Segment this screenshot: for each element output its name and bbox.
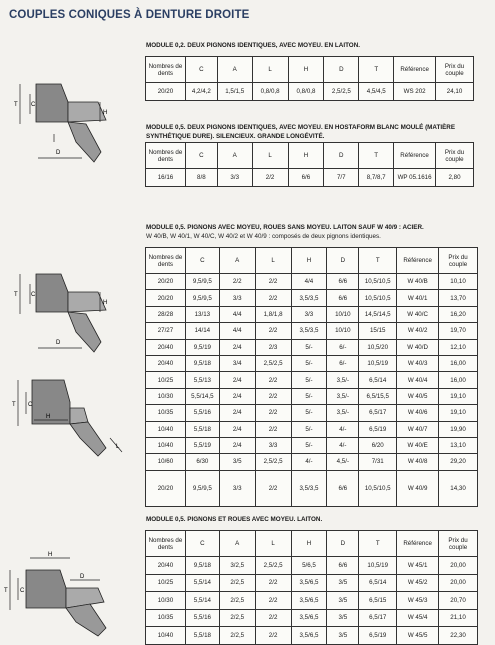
- cell-price: 20,00: [439, 557, 478, 575]
- diagram-3-label-l: L: [116, 444, 120, 450]
- cell-c: 9,5/18: [185, 557, 219, 575]
- header-h: H: [288, 143, 324, 169]
- cell-a: 3/4: [219, 355, 255, 371]
- cell-h: 3,5/6,5: [291, 574, 327, 592]
- cell-c: 6/30: [185, 454, 219, 470]
- cell-price: 20,70: [439, 592, 478, 610]
- cell-price: 16,00: [439, 355, 478, 371]
- diagram-3-label-h: H: [46, 414, 51, 420]
- section-3-subtitle: W 40/B, W 40/1, W 40/C, W 40/2 et W 40/9 : composés de deux pignons identiques.: [146, 232, 381, 240]
- cell-teeth: 10/40: [146, 627, 186, 645]
- cell-t: 10,5/19: [359, 355, 397, 371]
- cell-price: 21,10: [439, 609, 478, 627]
- cell-a: 4/4: [219, 323, 255, 339]
- header-l: L: [255, 248, 291, 274]
- cell-t: 6,5/17: [359, 405, 397, 421]
- diagram-2-label-t: T: [14, 292, 18, 298]
- table-row: [146, 372, 478, 388]
- cell-c: 5,5/18: [185, 421, 219, 437]
- gear-pair-diagram-1: [6, 72, 131, 172]
- cell-l: 2/2: [252, 169, 288, 187]
- cell-c: 14/14: [185, 323, 219, 339]
- cell-reference: W 40/2: [397, 323, 439, 339]
- table-row: [146, 339, 478, 355]
- header-d: D: [324, 143, 359, 169]
- table-row: [146, 405, 478, 421]
- cell-c: 5,5/14,5: [185, 388, 219, 404]
- section-1-title: MODULE 0,2. DEUX PIGNONS IDENTIQUES, AVEC MOYEU. EN LAITON.: [146, 42, 361, 49]
- section-2-table: [145, 142, 474, 187]
- cell-price: 24,10: [436, 83, 474, 101]
- cell-price: 19,10: [439, 405, 478, 421]
- cell-c: 9,5/9,5: [185, 470, 219, 506]
- cell-a: 2/2: [219, 274, 255, 290]
- cell-teeth: 10/60: [146, 454, 186, 470]
- cell-d: 4,5/-: [327, 454, 359, 470]
- cell-a: 2/4: [219, 339, 255, 355]
- cell-c: 5,5/14: [185, 592, 219, 610]
- section-2-title: MODULE 0,5. DEUX PIGNONS IDENTIQUES, AVEC MOYEU. EN HOSTAFORM BLANC MOULÉ (MATIÈRE SYNTHÉTIQUE DURE). SILENCIEUX. GRANDE LONGÉVITÉ.: [146, 124, 456, 140]
- diagram-1-label-h: H: [103, 110, 108, 116]
- cell-teeth: 20/40: [146, 557, 186, 575]
- cell-price: 22,30: [439, 627, 478, 645]
- header-price: Prix du couple: [436, 143, 474, 169]
- table-row: [146, 627, 478, 645]
- cell-d: 3,5/-: [327, 388, 359, 404]
- cell-h: 3,5/6,5: [291, 609, 327, 627]
- cell-teeth: 20/20: [146, 470, 186, 506]
- cell-price: 19,70: [439, 323, 478, 339]
- cell-a: 2/4: [219, 372, 255, 388]
- cell-reference: W 40/3: [397, 355, 439, 371]
- cell-reference: W 40/B: [397, 274, 439, 290]
- header-price: Prix du couple: [436, 57, 474, 83]
- cell-l: 1,8/1,8: [255, 306, 291, 322]
- cell-teeth: 10/35: [146, 405, 186, 421]
- table-row: [146, 592, 478, 610]
- table-row: [146, 609, 478, 627]
- cell-h: 5/-: [291, 339, 327, 355]
- table-row: [146, 557, 478, 575]
- table-row: [146, 454, 478, 470]
- header-teeth: Nombres de dents: [146, 57, 186, 83]
- header-d: D: [327, 248, 359, 274]
- gear-wheel-diagram-4: [0, 550, 130, 638]
- cell-price: 16,00: [439, 372, 478, 388]
- cell-h: 3/3: [291, 306, 327, 322]
- cell-h: 3,5/6,5: [291, 592, 327, 610]
- table-row: [146, 437, 478, 453]
- cell-teeth: 20/40: [146, 339, 186, 355]
- cell-price: 13,10: [439, 437, 478, 453]
- cell-d: 10/10: [327, 323, 359, 339]
- cell-a: 2/2,5: [219, 627, 255, 645]
- header-reference: Référence: [394, 143, 436, 169]
- cell-d: 6/6: [327, 290, 359, 306]
- section-1-table: [145, 56, 474, 101]
- header-reference: Référence: [397, 248, 439, 274]
- header-c: C: [185, 143, 217, 169]
- table-row: [146, 421, 478, 437]
- cell-reference: W 45/2: [397, 574, 439, 592]
- cell-c: 13/13: [185, 306, 219, 322]
- table-row: [146, 290, 478, 306]
- diagram-1-label-d: D: [56, 150, 61, 156]
- header-h: H: [291, 248, 327, 274]
- cell-reference: W 40/9: [397, 470, 439, 506]
- cell-a: 2/2,5: [219, 592, 255, 610]
- table-row: [146, 388, 478, 404]
- cell-reference: WS 202: [394, 83, 436, 101]
- cell-t: 10,5/19: [359, 557, 397, 575]
- cell-h: 5/-: [291, 437, 327, 453]
- cell-d: 4/-: [327, 437, 359, 453]
- cell-c: 4,2/4,2: [185, 83, 217, 101]
- header-l: L: [252, 57, 288, 83]
- cell-t: 6,5/19: [359, 627, 397, 645]
- table-row: [146, 306, 478, 322]
- cell-c: 9,5/9,5: [185, 274, 219, 290]
- cell-t: 7/31: [359, 454, 397, 470]
- cell-c: 5,5/13: [185, 372, 219, 388]
- section-4-table: [145, 530, 478, 645]
- cell-reference: W 45/1: [397, 557, 439, 575]
- cell-a: 4/4: [219, 306, 255, 322]
- cell-l: 2/3: [255, 339, 291, 355]
- cell-a: 3/3: [219, 470, 255, 506]
- cell-l: 2/2: [255, 421, 291, 437]
- cell-reference: W 45/3: [397, 592, 439, 610]
- cell-d: 3,5/-: [327, 372, 359, 388]
- cell-teeth: 20/20: [146, 83, 186, 101]
- cell-teeth: 20/20: [146, 290, 186, 306]
- header-t: T: [359, 248, 397, 274]
- cell-a: 2/2,5: [219, 609, 255, 627]
- cell-c: 9,5/18: [185, 355, 219, 371]
- cell-c: 9,5/19: [185, 339, 219, 355]
- cell-d: 3,5/-: [327, 405, 359, 421]
- cell-t: 15/15: [359, 323, 397, 339]
- header-t: T: [359, 143, 394, 169]
- diagram-4-label-d: D: [80, 574, 85, 580]
- diagram-2-label-h: H: [103, 300, 108, 306]
- cell-teeth: 10/35: [146, 609, 186, 627]
- diagram-1-label-t: T: [14, 102, 18, 108]
- header-h: H: [288, 57, 324, 83]
- table-row: [146, 274, 478, 290]
- cell-teeth: 10/40: [146, 421, 186, 437]
- cell-reference: W 40/6: [397, 405, 439, 421]
- header-teeth: Nombres de dents: [146, 143, 186, 169]
- cell-h: 4/-: [291, 454, 327, 470]
- cell-h: 3,5/3,5: [291, 323, 327, 339]
- header-d: D: [324, 57, 359, 83]
- cell-t: 10,5/10,5: [359, 274, 397, 290]
- header-teeth: Nombres de dents: [146, 531, 186, 557]
- section-3-title-main: MODULE 0,5. PIGNONS AVEC MOYEU, ROUES SANS MOYEU. LAITON SAUF W 40/9 : ACIER.: [146, 224, 424, 231]
- cell-a: 3/5: [219, 454, 255, 470]
- diagram-4-label-h: H: [48, 552, 53, 558]
- cell-reference: W 45/4: [397, 609, 439, 627]
- cell-h: 5/-: [291, 405, 327, 421]
- cell-h: 3,5/3,5: [291, 470, 327, 506]
- cell-d: 3/5: [327, 574, 359, 592]
- cell-l: 3/3: [255, 437, 291, 453]
- table-row: [146, 323, 478, 339]
- header-l: L: [252, 143, 288, 169]
- cell-a: 3/3: [217, 169, 252, 187]
- header-a: A: [219, 531, 255, 557]
- cell-price: 12,10: [439, 339, 478, 355]
- header-t: T: [359, 57, 394, 83]
- cell-teeth: 10/40: [146, 437, 186, 453]
- diagram-4-label-t: T: [4, 588, 8, 594]
- diagram-3-label-c: C: [28, 402, 33, 408]
- cell-d: 6/6: [327, 470, 359, 506]
- cell-c: 5,5/14: [185, 574, 219, 592]
- cell-a: 2/4: [219, 437, 255, 453]
- cell-h: 3,5/6,5: [291, 627, 327, 645]
- diagram-2-label-d: D: [56, 340, 61, 346]
- cell-h: 4/4: [291, 274, 327, 290]
- cell-t: 6,5/14: [359, 574, 397, 592]
- cell-reference: WP 05.1616: [394, 169, 436, 187]
- cell-t: 6,5/19: [359, 421, 397, 437]
- cell-reference: W 40/8: [397, 454, 439, 470]
- cell-t: 10,5/20: [359, 339, 397, 355]
- cell-l: 2,5/2,5: [255, 355, 291, 371]
- header-c: C: [185, 57, 217, 83]
- cell-reference: W 45/5: [397, 627, 439, 645]
- header-l: L: [255, 531, 291, 557]
- cell-h: 0,8/0,8: [288, 83, 324, 101]
- cell-teeth: 10/25: [146, 574, 186, 592]
- cell-d: 6/-: [327, 355, 359, 371]
- cell-l: 0,8/0,8: [252, 83, 288, 101]
- header-price: Prix du couple: [439, 531, 478, 557]
- cell-price: 2,80: [436, 169, 474, 187]
- cell-price: 14,30: [439, 470, 478, 506]
- cell-teeth: 10/30: [146, 592, 186, 610]
- table-row: [146, 169, 474, 187]
- cell-l: 2/2: [255, 290, 291, 306]
- header-c: C: [185, 248, 219, 274]
- cell-a: 2/4: [219, 388, 255, 404]
- cell-l: 2,5/2,5: [255, 454, 291, 470]
- cell-price: 20,00: [439, 574, 478, 592]
- header-t: T: [359, 531, 397, 557]
- cell-t: 6/20: [359, 437, 397, 453]
- cell-d: 7/7: [324, 169, 359, 187]
- cell-l: 2/2: [255, 574, 291, 592]
- cell-h: 5/6,5: [291, 557, 327, 575]
- cell-h: 3,5/3,5: [291, 290, 327, 306]
- cell-d: 3/5: [327, 627, 359, 645]
- cell-teeth: 10/30: [146, 388, 186, 404]
- cell-c: 9,5/9,5: [185, 290, 219, 306]
- cell-d: 10/10: [327, 306, 359, 322]
- cell-h: 6/6: [288, 169, 324, 187]
- cell-t: 8,7/8,7: [359, 169, 394, 187]
- cell-teeth: 10/25: [146, 372, 186, 388]
- header-d: D: [327, 531, 359, 557]
- cell-h: 5/-: [291, 388, 327, 404]
- section-4-title: MODULE 0,5. PIGNONS ET ROUES AVEC MOYEU. LAITON.: [146, 516, 323, 523]
- cell-l: 2/2: [255, 372, 291, 388]
- cell-price: 19,90: [439, 421, 478, 437]
- cell-l: 2/2: [255, 323, 291, 339]
- cell-reference: W 40/C: [397, 306, 439, 322]
- section-3-table: [145, 247, 478, 507]
- cell-l: 2/2: [255, 609, 291, 627]
- cell-teeth: 20/20: [146, 274, 186, 290]
- cell-reference: W 40/D: [397, 339, 439, 355]
- cell-price: 10,10: [439, 274, 478, 290]
- cell-d: 3/5: [327, 592, 359, 610]
- gear-wheel-diagram-3: [6, 372, 131, 472]
- cell-a: 1,5/1,5: [217, 83, 252, 101]
- cell-reference: W 40/1: [397, 290, 439, 306]
- cell-teeth: 16/16: [146, 169, 186, 187]
- cell-l: 2/2: [255, 627, 291, 645]
- cell-l: 2/2: [255, 592, 291, 610]
- cell-a: 3/3: [219, 290, 255, 306]
- cell-c: 5,5/16: [185, 405, 219, 421]
- table-row: [146, 355, 478, 371]
- cell-t: 4,5/4,5: [359, 83, 394, 101]
- cell-price: 16,20: [439, 306, 478, 322]
- cell-c: 5,5/18: [185, 627, 219, 645]
- cell-l: 2/2: [255, 470, 291, 506]
- cell-h: 5/-: [291, 372, 327, 388]
- cell-c: 8/8: [185, 169, 217, 187]
- cell-d: 6/-: [327, 339, 359, 355]
- cell-l: 2/2: [255, 388, 291, 404]
- cell-price: 19,10: [439, 388, 478, 404]
- table-row: [146, 470, 478, 506]
- cell-t: 6,5/15: [359, 592, 397, 610]
- cell-l: 2/2: [255, 405, 291, 421]
- page-title: COUPLES CONIQUES À DENTURE DROITE: [9, 9, 250, 21]
- header-a: A: [219, 248, 255, 274]
- cell-a: 2/2,5: [219, 574, 255, 592]
- cell-reference: W 40/4: [397, 372, 439, 388]
- diagram-1-label-c: C: [31, 102, 36, 108]
- diagram-2-label-c: C: [31, 292, 36, 298]
- header-a: A: [217, 57, 252, 83]
- diagram-3-label-t: T: [12, 402, 16, 408]
- cell-d: 6/6: [327, 557, 359, 575]
- cell-teeth: 20/40: [146, 355, 186, 371]
- cell-reference: W 40/7: [397, 421, 439, 437]
- cell-t: 14,5/14,5: [359, 306, 397, 322]
- cell-reference: W 40/5: [397, 388, 439, 404]
- cell-h: 5/-: [291, 421, 327, 437]
- header-price: Prix du couple: [439, 248, 478, 274]
- table-row: [146, 574, 478, 592]
- cell-d: 2,5/2,5: [324, 83, 359, 101]
- cell-c: 5,5/19: [185, 437, 219, 453]
- cell-h: 5/-: [291, 355, 327, 371]
- cell-d: 6/6: [327, 274, 359, 290]
- cell-price: 13,70: [439, 290, 478, 306]
- table-row: [146, 83, 474, 101]
- diagram-4-label-c: C: [20, 588, 25, 594]
- cell-t: 6,5/14: [359, 372, 397, 388]
- cell-teeth: 28/28: [146, 306, 186, 322]
- header-h: H: [291, 531, 327, 557]
- cell-teeth: 27/27: [146, 323, 186, 339]
- cell-reference: W 40/E: [397, 437, 439, 453]
- header-c: C: [185, 531, 219, 557]
- cell-t: 6,5/15,5: [359, 388, 397, 404]
- cell-price: 29,20: [439, 454, 478, 470]
- cell-d: 4/-: [327, 421, 359, 437]
- header-reference: Référence: [397, 531, 439, 557]
- cell-c: 5,5/16: [185, 609, 219, 627]
- gear-pair-diagram-2: [6, 262, 131, 362]
- section-3-title: [146, 224, 486, 241]
- cell-t: 6,5/17: [359, 609, 397, 627]
- cell-a: 2/4: [219, 405, 255, 421]
- header-a: A: [217, 143, 252, 169]
- cell-a: 3/2,5: [219, 557, 255, 575]
- header-reference: Référence: [394, 57, 436, 83]
- cell-d: 3/5: [327, 609, 359, 627]
- cell-t: 10,5/10,5: [359, 470, 397, 506]
- header-teeth: Nombres de dents: [146, 248, 186, 274]
- cell-t: 10,5/10,5: [359, 290, 397, 306]
- cell-l: 2/2: [255, 274, 291, 290]
- cell-l: 2,5/2,5: [255, 557, 291, 575]
- cell-a: 2/4: [219, 421, 255, 437]
